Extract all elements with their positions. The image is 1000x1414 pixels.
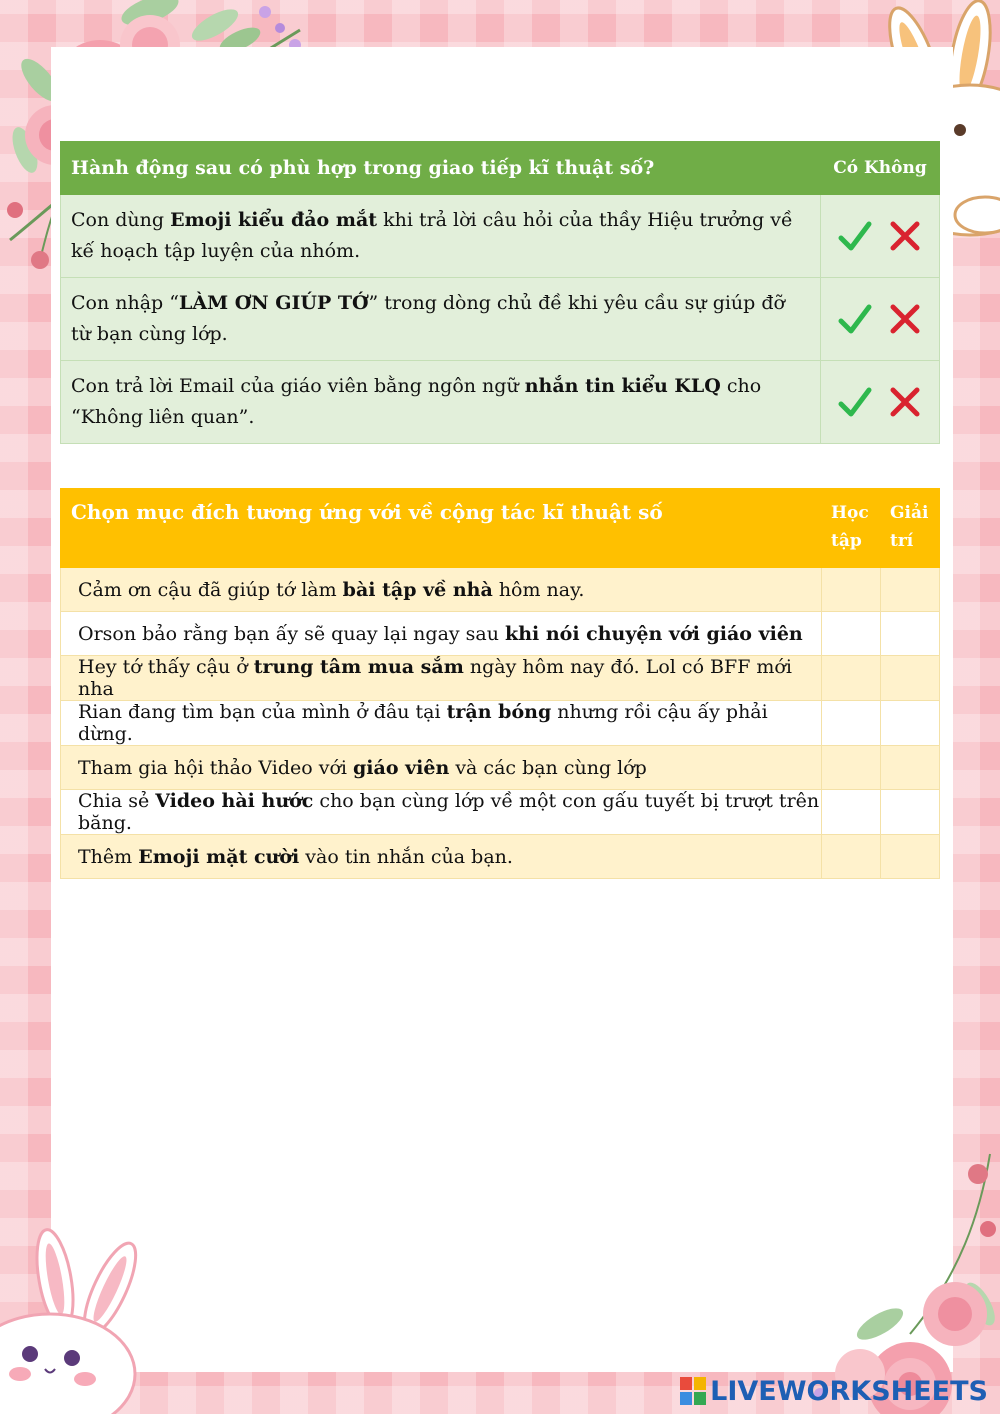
cross-icon[interactable] [883,216,927,256]
rose-bouquet-decoration-bottom [760,1134,1000,1414]
answer-box-entertainment[interactable] [881,701,940,746]
liveworksheets-logo [680,1375,988,1407]
table-row [61,612,940,656]
question-text: Con nhập “LÀM ƠN GIÚP TỚ” trong dòng chủ đề khi yêu cầu sự giúp đỡ từ bạn cùng lớp. [61,278,821,361]
answer-box-entertainment[interactable] [881,746,940,790]
answer-box-study[interactable] [822,790,881,835]
table-row [61,790,940,835]
table-row [61,568,940,612]
liveworksheets-brand-text: LIVEWORKSHEETS [710,1375,988,1407]
table2-title-header: Chọn mục đích tương ứng với về cộng tác kĩ thuật số [61,489,822,568]
answer-box-study[interactable] [822,835,881,879]
statement-text: Orson bảo rằng bạn ấy sẽ quay lại ngay sau khi nói chuyện với giáo viên [61,612,822,656]
table-row [61,278,940,361]
check-icon[interactable] [833,216,877,256]
table-row [61,195,940,278]
liveworksheets-logo-icon [680,1377,706,1405]
statement-text: Thêm Emoji mặt cười vào tin nhắn của bạn. [61,835,822,879]
check-icon[interactable] [833,382,877,422]
table-row [61,746,940,790]
cross-icon[interactable] [883,382,927,422]
answer-box-entertainment[interactable] [881,790,940,835]
answer-box-study[interactable] [822,568,881,612]
question-text: Con dùng Emoji kiểu đảo mắt khi trả lời câu hỏi của thầy Hiệu trưởng về kế hoạch tập luyện của nhóm. [61,195,821,278]
answer-box-entertainment[interactable] [881,835,940,879]
answer-box-study[interactable] [822,612,881,656]
digital-communication-table [60,141,940,444]
cross-icon[interactable] [883,299,927,339]
table-row [61,835,940,879]
table1-question-header: Hành động sau có phù hợp trong giao tiếp kĩ thuật số? [61,142,821,195]
statement-text: Cảm ơn cậu đã giúp tớ làm bài tập về nhà hôm nay. [61,568,822,612]
column-header-study: Học tập [822,489,881,568]
table-row [61,656,940,701]
table1-answer-header: Có Không [821,142,940,195]
statement-text: Rian đang tìm bạn của mình ở đâu tại trận bóng nhưng rồi cậu ấy phải dừng. [61,701,822,746]
statement-text: Tham gia hội thảo Video với giáo viên và các bạn cùng lớp [61,746,822,790]
answer-box-entertainment[interactable] [881,656,940,701]
column-header-entertainment: Giải trí [881,489,940,568]
bunny-decoration-bottom [0,1224,160,1414]
digital-collaboration-table [60,488,940,879]
check-icon[interactable] [833,299,877,339]
statement-text: Chia sẻ Video hài hước cho bạn cùng lớp về một con gấu tuyết bị trượt trên băng. [61,790,822,835]
answer-box-study[interactable] [822,746,881,790]
statement-text: Hey tớ thấy cậu ở trung tâm mua sắm ngày hôm nay đó. Lol có BFF mới nha [61,656,822,701]
answer-box-entertainment[interactable] [881,612,940,656]
table-row [61,361,940,444]
answer-box-study[interactable] [822,656,881,701]
question-text: Con trả lời Email của giáo viên bằng ngôn ngữ nhắn tin kiểu KLQ cho “Không liên quan”. [61,361,821,444]
table-row [61,701,940,746]
answer-box-entertainment[interactable] [881,568,940,612]
answer-box-study[interactable] [822,701,881,746]
